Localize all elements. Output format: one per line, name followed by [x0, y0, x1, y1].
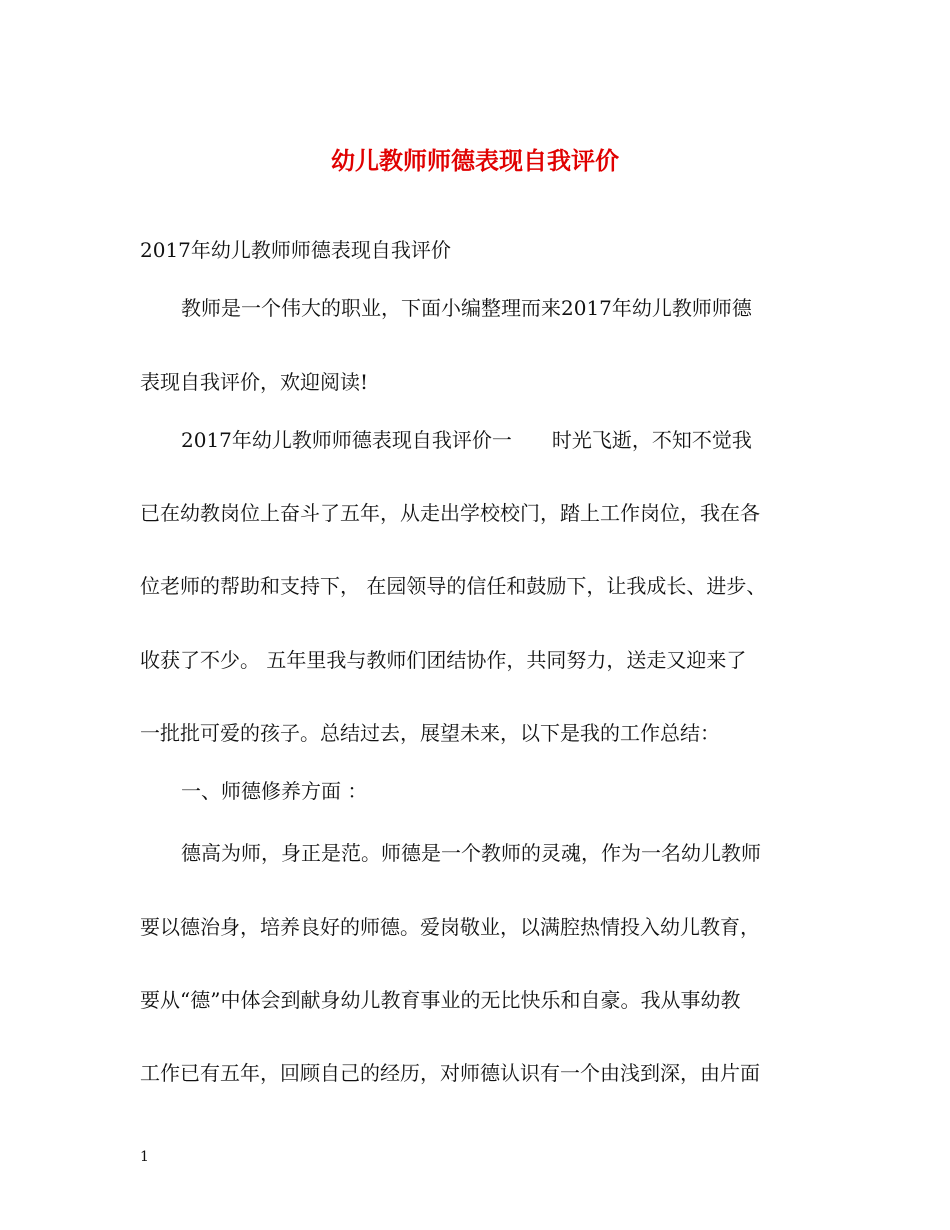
paragraph-line: 要从“德”中体会到献身幼儿教育事业的无比快乐和自豪。我从事幼教: [140, 988, 741, 1012]
paragraph-line: 已在幼教岗位上奋斗了五年，从走出学校校门，踏上工作岗位，我在各: [140, 501, 760, 525]
paragraph-line: 工作已有五年，回顾自己的经历，对师德认识有一个由浅到深，由片面: [140, 1061, 760, 1085]
paragraph-line: 德高为师，身正是范。师德是一个教师的灵魂，作为一名幼儿教师: [181, 841, 761, 865]
paragraph-line: 要以德治身，培养良好的师德。爱岗敬业，以满腔热情投入幼儿教育，: [140, 915, 760, 939]
paragraph-line: 收获了不少。 五年里我与教师们团结协作，共同努力，送走又迎来了: [140, 648, 747, 672]
paragraph-line: 表现自我评价，欢迎阅读!: [140, 370, 369, 394]
paragraph-line: 一批批可爱的孩子。总结过去，展望未来，以下是我的工作总结：: [140, 721, 720, 745]
document-title: 幼儿教师师德表现自我评价: [331, 146, 619, 175]
paragraph-line: 位老师的帮助和支持下， 在园领导的信任和鼓励下，让我成长、进步、: [140, 574, 767, 598]
page-number: 1: [140, 1149, 149, 1165]
paragraph-line: 教师是一个伟大的职业，下面小编整理而来2017年幼儿教师师德: [181, 296, 752, 320]
paragraph-line: 2017年幼儿教师师德表现自我评价一 时光飞逝，不知不觉我: [181, 428, 752, 452]
subtitle-line: 2017年幼儿教师师德表现自我评价: [140, 238, 451, 262]
section-heading: 一、师德修养方面 ：: [181, 779, 368, 803]
